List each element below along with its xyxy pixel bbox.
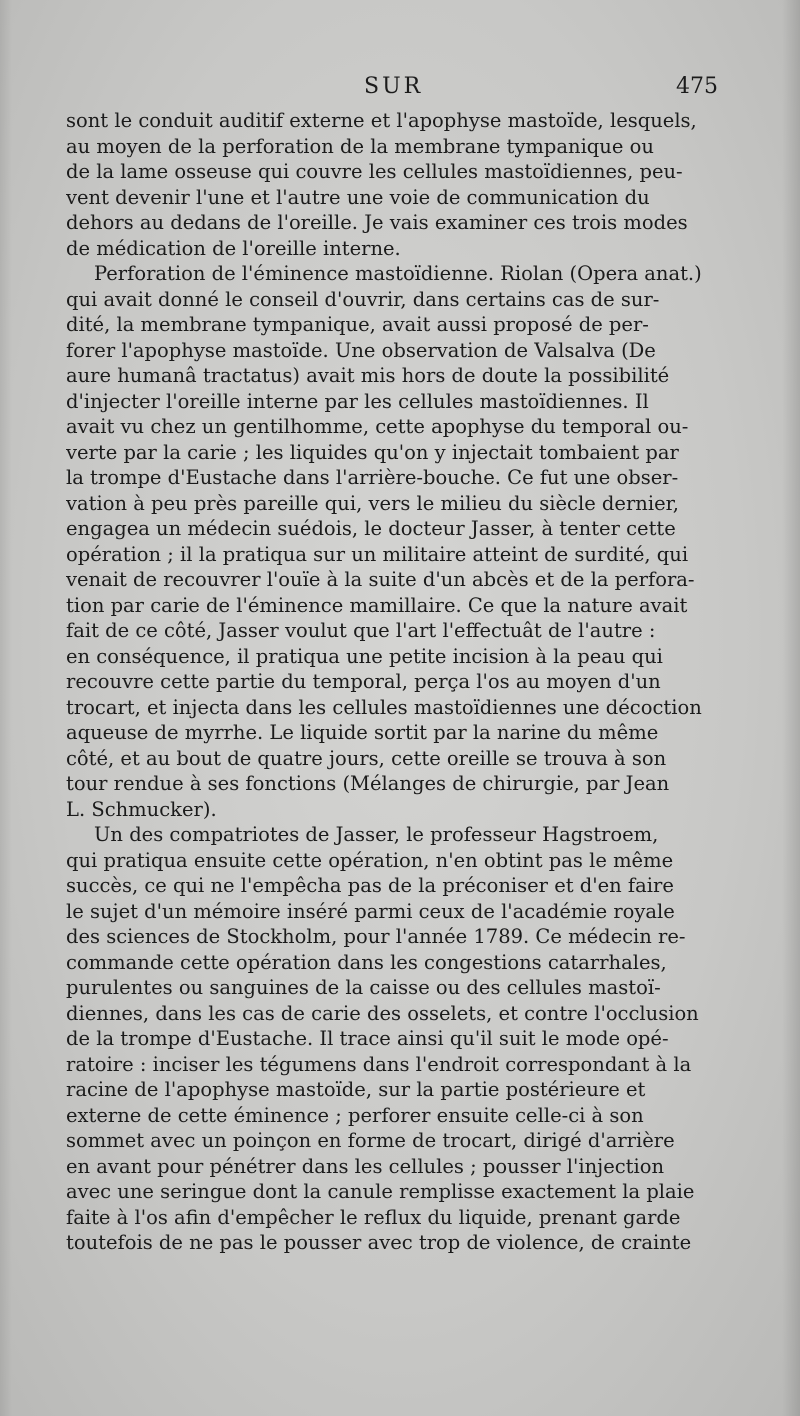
text-line: racine de l'apophyse mastoïde, sur la partie postérieure et: [66, 1078, 646, 1101]
text-line: Perforation de l'éminence mastoïdienne. Riolan (Opera anat.): [94, 262, 702, 285]
paragraph-1: [66, 108, 736, 261]
text-line: opération ; il la pratiqua sur un militaire atteint de surdité, qui: [66, 542, 689, 566]
page-number: 475: [676, 74, 718, 99]
text-line: d'injecter l'oreille interne par les cellules mastoïdiennes. Il: [66, 389, 649, 413]
running-head: [0, 74, 800, 104]
text-line: verte par la carie ; les liquides qu'on y injectait tombaient par: [66, 440, 679, 464]
text-line: recouvre cette partie du temporal, perça l'os au moyen d'un: [66, 670, 661, 693]
text-line: diennes, dans les cas de carie des osselets, et contre l'occlusion: [66, 1001, 699, 1025]
text-line: en conséquence, il pratiqua une petite incision à la peau qui: [66, 644, 663, 668]
text-line: succès, ce qui ne l'empêcha pas de la préconiser et d'en faire: [66, 874, 674, 897]
paragraph-3: [66, 822, 736, 1256]
text-line: vation à peu près pareille qui, vers le milieu du siècle dernier,: [66, 491, 679, 515]
text-line: le sujet d'un mémoire inséré parmi ceux de l'académie royale: [66, 899, 675, 923]
text-line: de la trompe d'Eustache. Il trace ainsi qu'il suit le mode opé-: [66, 1027, 669, 1050]
paragraph-2: [66, 261, 736, 822]
text-line: qui pratiqua ensuite cette opération, n'en obtint pas le même: [66, 848, 674, 872]
text-line: externe de cette éminence ; perforer ensuite celle-ci à son: [66, 1103, 644, 1127]
text-line: faite à l'os afin d'empêcher le reflux du liquide, prenant garde: [66, 1205, 681, 1229]
text-line: tion par carie de l'éminence mamillaire. Ce que la nature avait: [66, 593, 688, 617]
text-line: sont le conduit auditif externe et l'apophyse mastoïde, lesquels,: [66, 109, 697, 132]
text-line: vent devenir l'une et l'autre une voie de communication du: [66, 185, 650, 209]
text-line: toutefois de ne pas le pousser avec trop de violence, de crainte: [66, 1231, 692, 1254]
text-line: ratoire : inciser les tégumens dans l'endroit correspondant à la: [66, 1052, 692, 1076]
text-line: sommet avec un poinçon en forme de trocart, dirigé d'arrière: [66, 1129, 675, 1152]
running-title: SUR: [364, 74, 424, 99]
text-line: dité, la membrane tympanique, avait aussi proposé de per-: [66, 313, 649, 336]
text-line: fait de ce côté, Jasser voulut que l'art l'effectuât de l'autre :: [66, 619, 656, 642]
text-line: au moyen de la perforation de la membrane tympanique ou: [66, 134, 654, 158]
text-line: commande cette opération dans les congestions catarrhales,: [66, 950, 667, 974]
text-line: tour rendue à ses fonctions (Mélanges de chirurgie, par Jean: [66, 772, 670, 795]
text-line: en avant pour pénétrer dans les cellules ; pousser l'injection: [66, 1154, 665, 1178]
text-line: la trompe d'Eustache dans l'arrière-bouche. Ce fut une obser-: [66, 466, 679, 489]
text-line: des sciences de Stockholm, pour l'année 1789. Ce médecin re-: [66, 925, 686, 948]
text-line: avec une seringue dont la canule remplisse exactement la plaie: [66, 1180, 695, 1203]
text-line: Un des compatriotes de Jasser, le professeur Hagstroem,: [94, 823, 659, 846]
text-line: de médication de l'oreille interne.: [66, 236, 401, 260]
text-line: engagea un médecin suédois, le docteur Jasser, à tenter cette: [66, 517, 676, 540]
text-line: venait de recouvrer l'ouïe à la suite d'un abcès et de la perfora-: [66, 568, 695, 591]
text-line: forer l'apophyse mastoïde. Une observation de Valsalva (De: [66, 338, 656, 362]
text-line: L. Schmucker).: [66, 797, 217, 821]
text-line: de la lame osseuse qui couvre les cellules mastoïdiennes, peu-: [66, 160, 683, 183]
text-line: côté, et au bout de quatre jours, cette oreille se trouva à son: [66, 746, 667, 770]
body-text: [66, 108, 736, 1256]
text-line: aure humanâ tractatus) avait mis hors de doute la possibilité: [66, 364, 670, 387]
text-line: avait vu chez un gentilhomme, cette apophyse du temporal ou-: [66, 415, 689, 438]
gutter-shadow: [0, 0, 12, 1416]
text-line: qui avait donné le conseil d'ouvrir, dans certains cas de sur-: [66, 287, 660, 311]
text-line: aqueuse de myrrhe. Le liquide sortit par la narine du même: [66, 721, 659, 744]
text-line: dehors au dedans de l'oreille. Je vais examiner ces trois modes: [66, 211, 688, 234]
page-edge-shadow: [782, 0, 800, 1416]
text-line: purulentes ou sanguines de la caisse ou des cellules mastoï-: [66, 976, 661, 999]
text-line: trocart, et injecta dans les cellules mastoïdiennes une décoction: [66, 695, 702, 719]
